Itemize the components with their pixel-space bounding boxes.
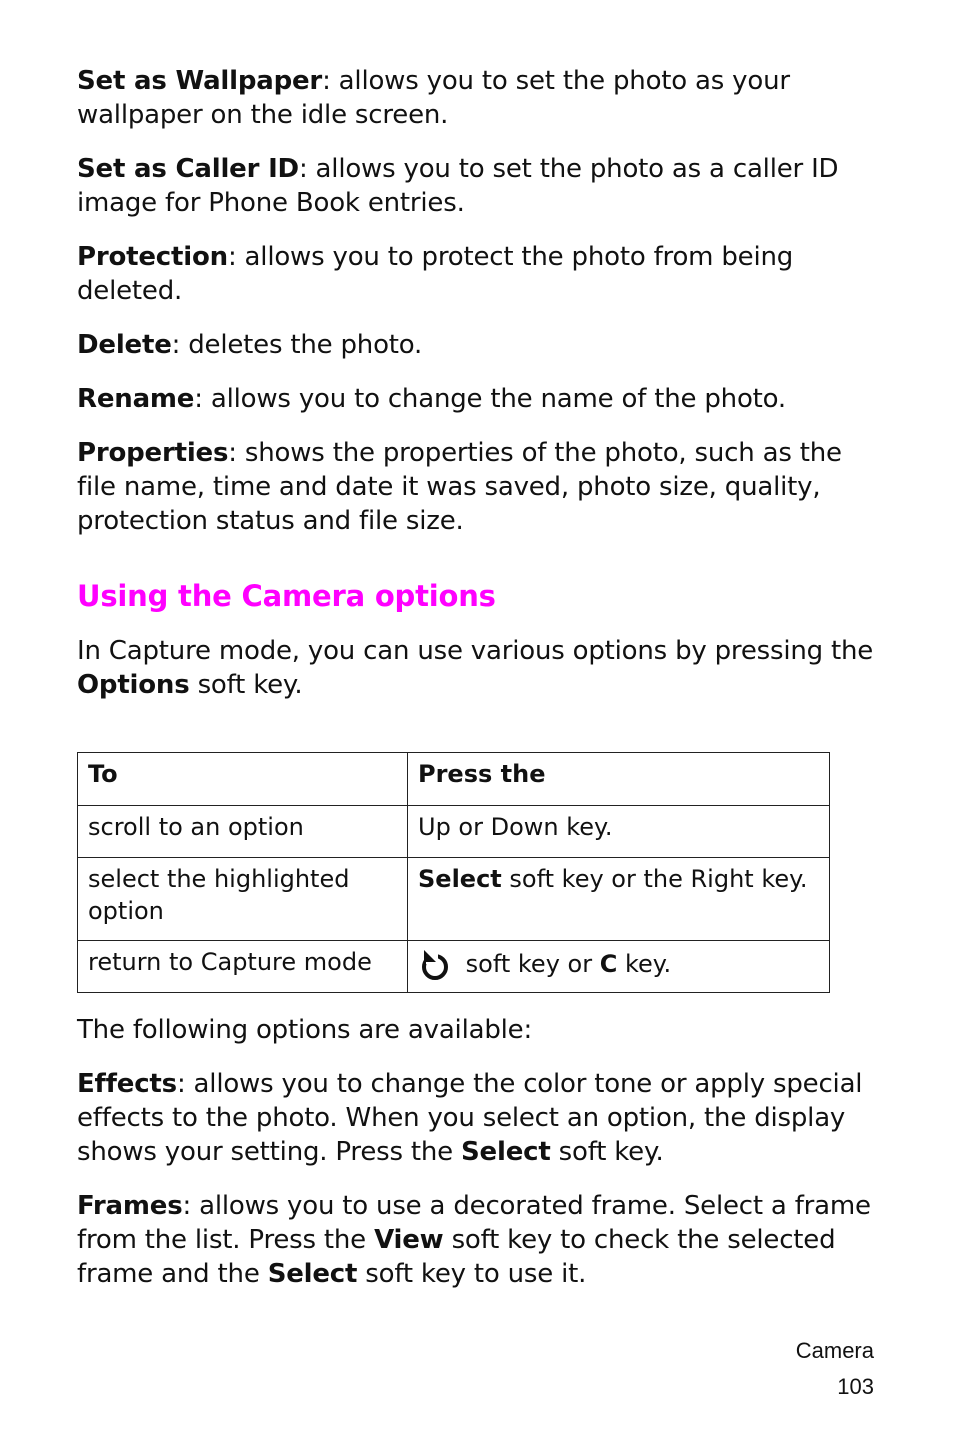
option-bold: View (374, 1225, 444, 1255)
press-text: soft key or (458, 950, 600, 978)
press-text: Up or Down key. (418, 813, 613, 841)
option-frames (77, 1189, 877, 1291)
option-protection (77, 240, 877, 308)
option-term: Effects (77, 1069, 177, 1099)
press-text-post: key. (617, 950, 672, 978)
option-desc: : deletes the photo. (171, 330, 423, 360)
press-bold: C (599, 950, 618, 978)
key-table (77, 752, 830, 993)
option-term: Set as Caller ID (77, 154, 299, 184)
intro-post: soft key. (189, 670, 303, 700)
option-set-as-wallpaper (77, 64, 877, 132)
table-cell-press (408, 858, 830, 941)
table-header-press: Press the (408, 753, 830, 806)
option-delete (77, 328, 877, 362)
option-desc: : allows you to change the color tone or apply special effects to the photo. When you select an option, the display shows your setting. Press the (77, 1069, 863, 1167)
table-cell-press (408, 941, 830, 993)
option-term: Delete (77, 330, 172, 360)
option-desc: : allows you to change the name of the photo. (194, 384, 786, 414)
option-desc-mid: soft key. (550, 1137, 664, 1167)
press-text: soft key or the Right key. (501, 865, 808, 893)
table-header-row (78, 753, 830, 806)
option-desc-mid: soft key to check the selected frame and the (77, 1225, 836, 1289)
table-cell-to: select the highlighted option (78, 858, 408, 941)
table-cell-to: scroll to an option (78, 806, 408, 858)
option-desc: : allows you to protect the photo from being deleted. (77, 242, 794, 306)
option-desc: : allows you to use a decorated frame. Select a frame from the list. Press the (77, 1191, 871, 1255)
table-row (78, 806, 830, 858)
intro-paragraph (77, 634, 877, 702)
intro-bold: Options (77, 670, 190, 700)
option-desc: : allows you to set the photo as a caller ID image for Phone Book entries. (77, 154, 839, 218)
spacer (77, 722, 877, 752)
page-content (77, 64, 877, 1311)
option-term: Rename (77, 384, 195, 414)
option-desc: : shows the properties of the photo, such as the file name, time and date it was saved, photo size, quality, protection status and file size. (77, 438, 842, 536)
option-term: Protection (77, 242, 228, 272)
following-text: The following options are available: (77, 1015, 533, 1045)
press-bold: Select (418, 865, 502, 893)
page-number: 103 (837, 1374, 874, 1399)
option-bold: Select (461, 1137, 551, 1167)
back-arrow-icon (418, 946, 452, 982)
intro-pre: In Capture mode, you can use various options by pressing the (77, 636, 874, 666)
table-cell-to: return to Capture mode (78, 941, 408, 993)
option-effects (77, 1067, 877, 1169)
option-term: Set as Wallpaper (77, 66, 323, 96)
option-bold-2: Select (267, 1259, 358, 1289)
option-rename (77, 382, 877, 416)
section-heading: Using the Camera options (77, 579, 496, 613)
option-term: Frames (77, 1191, 183, 1221)
option-desc-post: soft key to use it. (357, 1259, 587, 1289)
table-header-to: To (78, 753, 408, 806)
table-row (78, 858, 830, 941)
footer-section-name: Camera (795, 1338, 874, 1363)
table-cell-press (408, 806, 830, 858)
option-term: Properties (77, 438, 229, 468)
option-set-as-caller-id (77, 152, 877, 220)
option-desc: : allows you to set the photo as your wallpaper on the idle screen. (77, 66, 790, 130)
option-properties (77, 436, 877, 538)
table-row (78, 941, 830, 993)
